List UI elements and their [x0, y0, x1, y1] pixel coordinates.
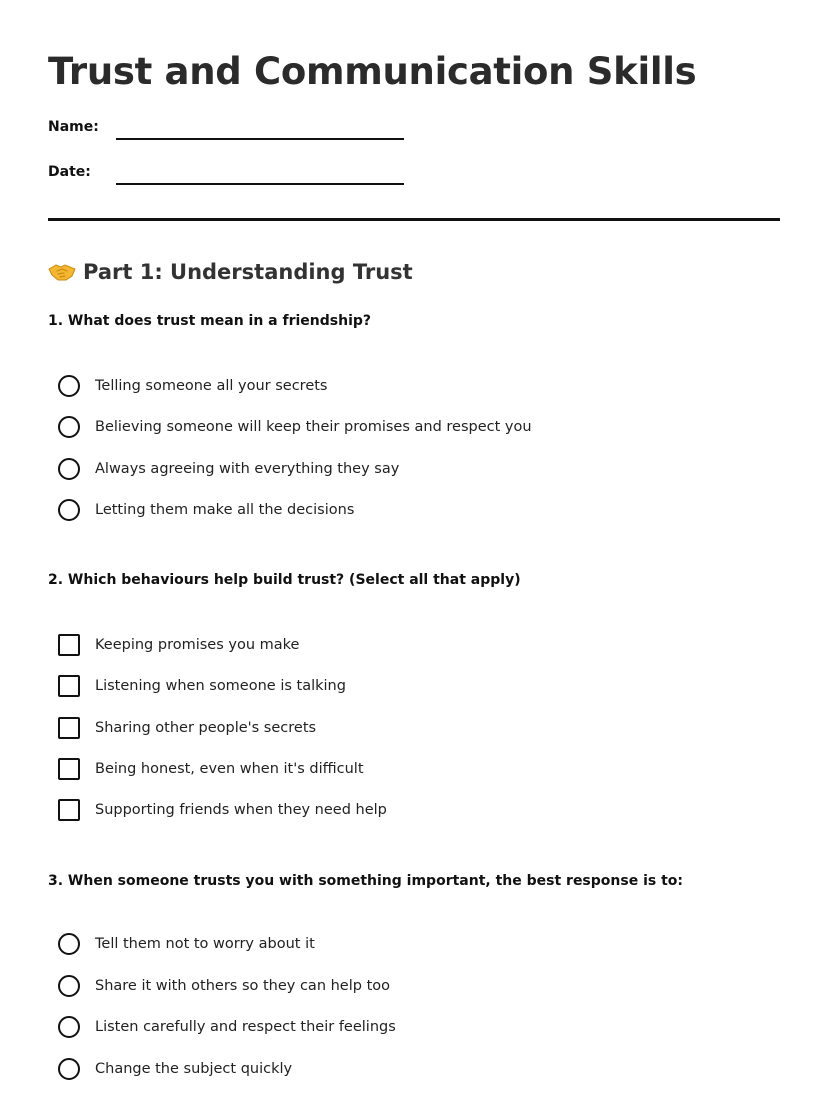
radio-button[interactable]	[58, 416, 80, 438]
radio-button[interactable]	[58, 933, 80, 955]
option-label: Keeping promises you make	[95, 637, 300, 653]
radio-button[interactable]	[58, 375, 80, 397]
q3-option-1[interactable]	[58, 932, 315, 956]
radio-button[interactable]	[58, 458, 80, 480]
q2-option-5[interactable]	[58, 798, 387, 822]
q2-option-3[interactable]	[58, 716, 316, 740]
radio-button[interactable]	[58, 1016, 80, 1038]
option-label: Sharing other people's secrets	[95, 720, 317, 736]
q1-option-4[interactable]	[58, 498, 354, 522]
q2-option-1[interactable]	[58, 633, 299, 657]
q3-option-2[interactable]	[58, 974, 390, 998]
option-label: Tell them not to worry about it	[95, 936, 315, 952]
radio-button[interactable]	[58, 975, 80, 997]
checkbox[interactable]	[58, 675, 80, 697]
option-label: Listening when someone is talking	[95, 678, 346, 694]
option-label: Letting them make all the decisions	[95, 502, 355, 518]
option-label: Always agreeing with everything they say	[95, 461, 400, 477]
option-label: Supporting friends when they need help	[95, 802, 387, 818]
part1-heading	[48, 257, 413, 287]
question-2: 2. Which behaviours help build trust? (Select all that apply)	[48, 572, 521, 588]
option-label: Being honest, even when it's difficult	[95, 761, 364, 777]
date-input-line[interactable]	[116, 183, 404, 185]
q1-option-2[interactable]	[58, 415, 532, 439]
option-label: Listen carefully and respect their feelings	[95, 1019, 396, 1035]
date-field[interactable]	[48, 163, 408, 187]
option-label: Telling someone all your secrets	[95, 378, 328, 394]
name-input-line[interactable]	[116, 138, 404, 140]
section-divider	[48, 218, 780, 221]
part1-heading-text: Part 1: Understanding Trust	[83, 260, 413, 284]
q3-option-3[interactable]	[58, 1015, 396, 1039]
option-label: Change the subject quickly	[95, 1061, 293, 1077]
checkbox[interactable]	[58, 799, 80, 821]
q1-option-1[interactable]	[58, 374, 327, 398]
checkbox[interactable]	[58, 758, 80, 780]
name-label: Name:	[48, 119, 99, 135]
handshake-icon	[48, 261, 76, 283]
name-field[interactable]	[48, 118, 408, 142]
q2-option-4[interactable]	[58, 757, 364, 781]
question-1: 1. What does trust mean in a friendship?	[48, 313, 372, 329]
q1-option-3[interactable]	[58, 457, 399, 481]
radio-button[interactable]	[58, 499, 80, 521]
option-label: Share it with others so they can help too	[95, 978, 390, 994]
q2-option-2[interactable]	[58, 674, 346, 698]
q3-option-4[interactable]	[58, 1057, 292, 1081]
option-label: Believing someone will keep their promises and respect you	[95, 419, 532, 435]
checkbox[interactable]	[58, 634, 80, 656]
page-title: Trust and Communication Skills	[48, 50, 697, 93]
question-3: 3. When someone trusts you with something important, the best response is to:	[48, 873, 683, 889]
date-label: Date:	[48, 164, 91, 180]
checkbox[interactable]	[58, 717, 80, 739]
radio-button[interactable]	[58, 1058, 80, 1080]
